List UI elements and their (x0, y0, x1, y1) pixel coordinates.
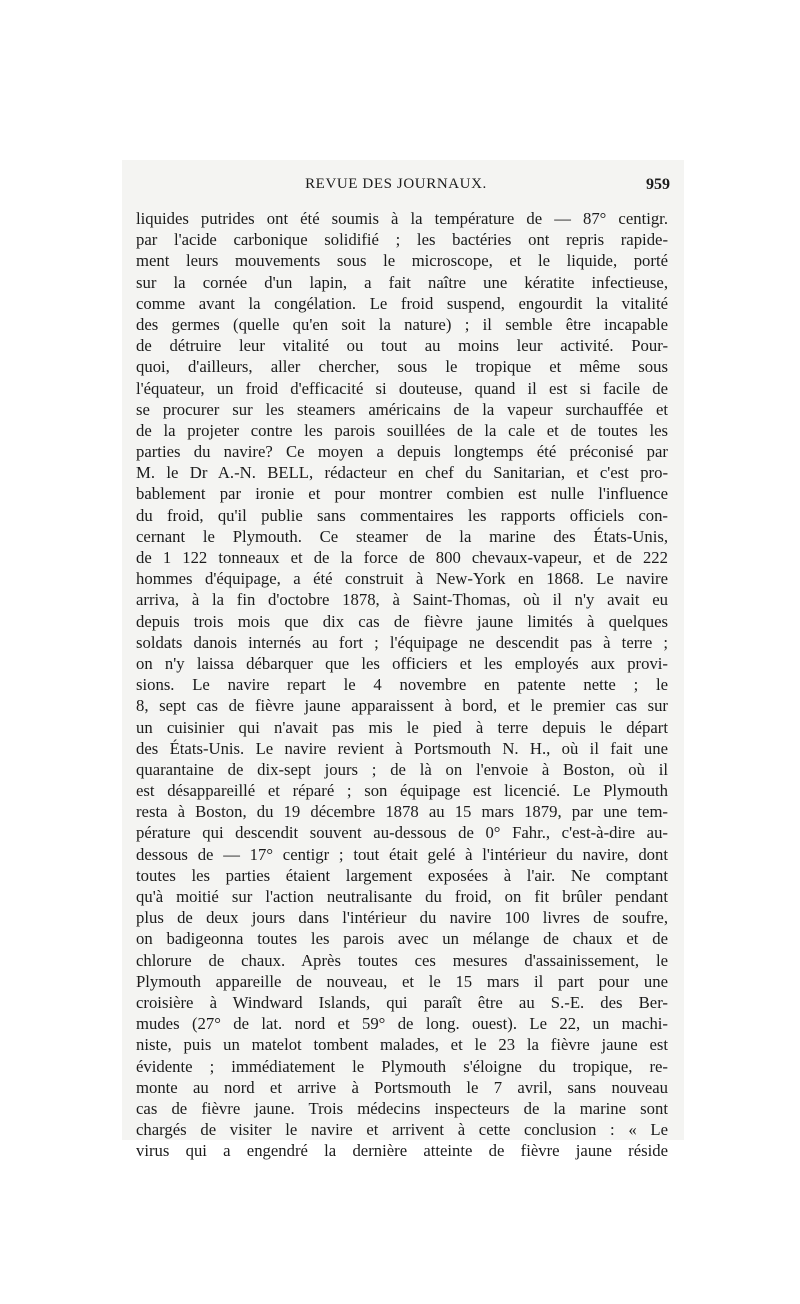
text-line: ment leurs mouvements sous le microscope, et le liquide, porté (136, 251, 668, 271)
text-line: pérature qui descendit souvent au-dessous de 0° Fahr., c'est-à-dire au- (136, 823, 668, 843)
text-line: mudes (27° de lat. nord et 59° de long. ouest). Le 22, un machi- (136, 1014, 668, 1034)
body-text (136, 208, 668, 1161)
text-line: hommes d'équipage, a été construit à New-York en 1868. Le navire (136, 569, 668, 589)
text-line: cernant le Plymouth. Ce steamer de la marine des États-Unis, (136, 526, 668, 546)
text-line: de détruire leur vitalité ou tout au moins leur activité. Pour- (136, 336, 668, 356)
text-line: par l'acide carbonique solidifié ; les bactéries ont repris rapide- (136, 230, 668, 250)
text-line: parties du navire? Ce moyen a depuis longtemps été préconisé par (136, 442, 668, 462)
text-line: est désappareillé et réparé ; son équipage est licencié. Le Plymouth (136, 781, 668, 801)
text-line: du froid, qu'il publie sans commentaires les rapports officiels con- (136, 505, 668, 525)
text-line: M. le Dr A.-N. BELL, rédacteur en chef du Sanitarian, et c'est pro- (136, 463, 668, 483)
text-line: quarantaine de dix-sept jours ; de là on l'envoie à Boston, où il (136, 759, 668, 779)
text-line: toutes les parties étaient largement exposées à l'air. Ne comptant (136, 865, 668, 885)
text-line: un cuisinier qui n'avait pas mis le pied à terre depuis le départ (136, 717, 668, 737)
text-line: liquides putrides ont été soumis à la température de — 87° centigr. (136, 209, 668, 228)
text-line: arriva, à la fin d'octobre 1878, à Saint-Thomas, où il n'y avait eu (136, 590, 668, 610)
text-line: on n'y laissa débarquer que les officiers et les employés aux provi- (136, 653, 668, 673)
text-line: l'équateur, un froid d'efficacité si douteuse, quand il est si facile de (136, 378, 668, 398)
running-title: REVUE DES JOURNAUX. (305, 176, 487, 192)
text-line: monte au nord et arrive à Portsmouth le 7 avril, sans nouveau (136, 1077, 668, 1097)
text-line: resta à Boston, du 19 décembre 1878 au 15 mars 1879, par une tem- (136, 802, 668, 822)
text-line: chlorure de chaux. Après toutes ces mesures d'assainissement, le (136, 950, 668, 970)
text-line: quoi, d'ailleurs, aller chercher, sous le tropique et même sous (136, 357, 668, 377)
text-line: cas de fièvre jaune. Trois médecins inspecteurs de la marine sont (136, 1098, 668, 1118)
text-line: soldats danois internés au fort ; l'équipage ne descendit pas à terre ; (136, 632, 668, 652)
text-line: on badigeonna toutes les parois avec un mélange de chaux et de (136, 929, 668, 949)
text-line: dessous de — 17° centigr ; tout était gelé à l'intérieur du navire, dont (136, 844, 668, 864)
text-line: évidente ; immédiatement le Plymouth s'éloigne du tropique, re- (136, 1056, 668, 1076)
text-line: de la projeter contre les parois souillées de la cale et de toutes les (136, 420, 668, 440)
text-line: comme avant la congélation. Le froid suspend, engourdit la vitalité (136, 293, 668, 313)
text-line: qu'à moitié sur l'action neutralisante du froid, on fit brûler pendant (136, 887, 668, 906)
text-line: virus qui a engendré la dernière atteinte de fièvre jaune réside (136, 1141, 668, 1161)
page-number: 959 (646, 176, 670, 193)
text-line: sur la cornée d'un lapin, a fait naître une kératite infectieuse, (136, 272, 668, 292)
text-line: bablement par ironie et pour montrer combien est nulle l'influence (136, 484, 668, 504)
page-header (122, 176, 670, 198)
text-line: croisière à Windward Islands, qui paraît être au S.-E. des Ber- (136, 992, 668, 1012)
text-line: des États-Unis. Le navire revient à Portsmouth N. H., où il fait une (136, 738, 668, 758)
text-line: de 1 122 tonneaux et de la force de 800 chevaux-vapeur, et de 222 (136, 548, 668, 567)
text-line: 8, sept cas de fièvre jaune apparaissent à bord, et le premier cas sur (136, 696, 668, 716)
text-line: plus de deux jours dans l'intérieur du navire 100 livres de soufre, (136, 908, 668, 928)
text-line: des germes (quelle qu'en soit la nature) ; il semble être incapable (136, 314, 668, 334)
text-line: se procurer sur les steamers américains de la vapeur surchauffée et (136, 399, 668, 419)
text-line: niste, puis un matelot tombent malades, et le 23 la fièvre jaune est (136, 1035, 668, 1055)
text-line: chargés de visiter le navire et arrivent à cette conclusion : « Le (136, 1120, 668, 1140)
text-line: depuis trois mois que dix cas de fièvre jaune limités à quelques (136, 611, 668, 631)
text-line: Plymouth appareille de nouveau, et le 15 mars il part pour une (136, 971, 668, 991)
text-line: sions. Le navire repart le 4 novembre en patente nette ; le (136, 675, 668, 695)
